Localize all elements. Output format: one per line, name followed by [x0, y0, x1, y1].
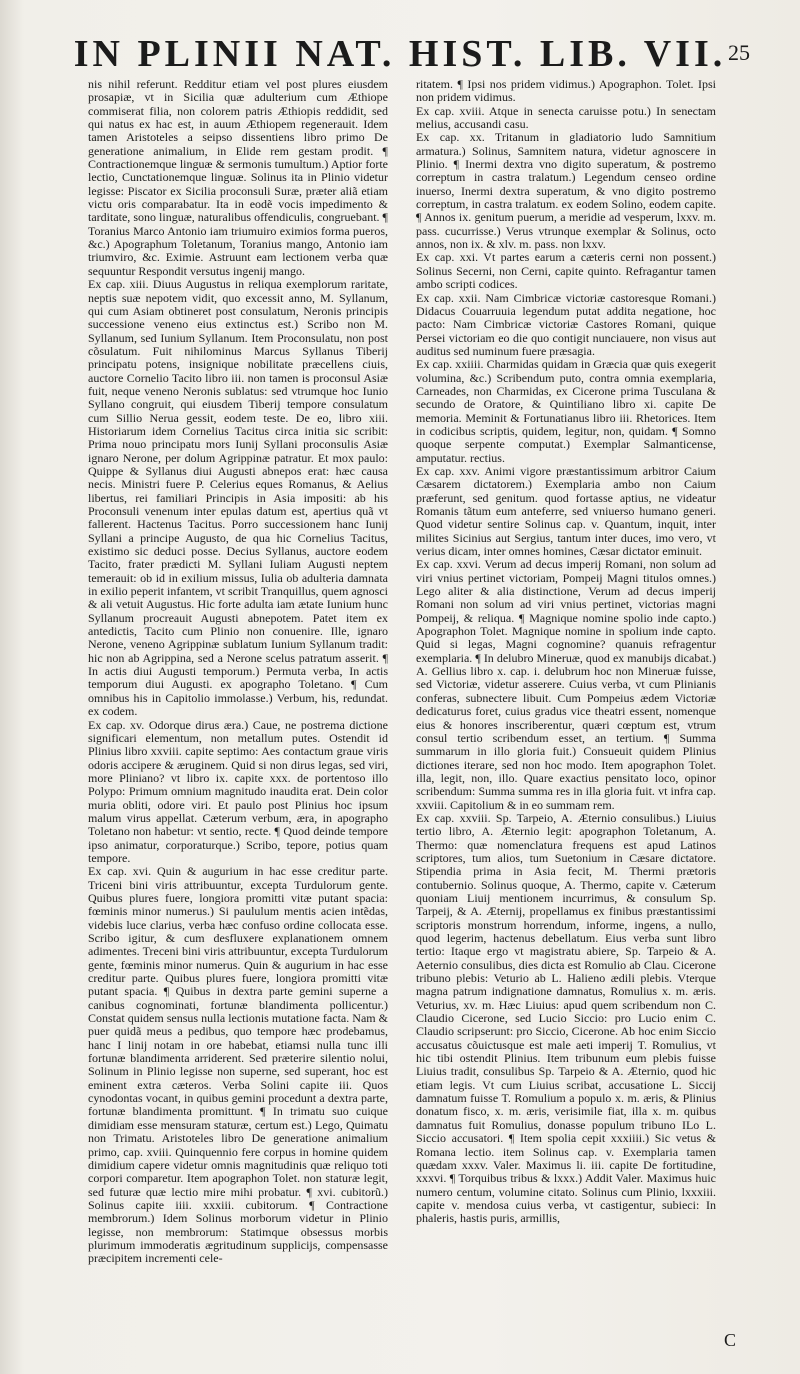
paragraph: Ex cap. xxiiii. Charmidas quidam in Græcia quæ quis exegerit volumina, &c.) Scribendum puto, contra omnia exemplaria, Carneades, non Charmidas, ex Cicerone prima Tusculana & secundo de Oratore, & Quintiliano libro xi. capite De memoria. Meminit & Fortunatianus libro iii. Rhetorices. Item in codicibus scriptis, quidem, legitur, non, quidam. ¶ Somno quoque serpente computat.) Exemplar Salmanticense, amputatur. rectius. [416, 357, 716, 465]
paragraph: Ex cap. xv. Odorque dirus æra.) Caue, ne postrema dictione significari elementum, non metallum putes. Ostendit id Plinius libro xxviii. capite septimo: Aes contactum graue viris odoris accipere & æruginem. Quid si non dirus legas, sed viri, more Pliniano? vt libro ix. capite xxx. de portentoso illo Polypo: Primum omnium magnitudo inaudita erat. Dein color muria obliti, odore viri. Et paulo post Plinius hoc ipsum malum virus appellat. Cæterum verbum, æra, in apographo Toletano non habetur: vt sentio, recte. ¶ Quod deinde tempore ipso animatur, corporaturque.) Scribo, tepore, potius quam tempore. [88, 717, 388, 865]
signature-mark: C [723, 1330, 736, 1350]
paragraph: Ex cap. xvi. Quin & augurium in hac esse creditur parte. Triceni bini viris attribuuntur, excepta Turdulorum gente. Quibus plures fuere, longiora promitti vitæ putant spacia: fœminis minor numerus.) Si paululum mentis acien intẽdas, videbis luce clarius, verba hæc confuso ordine collocata esse. Scribo igitur, & cum desfluxere explanationem omnem adimentes. Treceni bini viris attribuuntur, excepta Turdulorum gente, fœminis minor numerus. Quin & augurium in hac esse creditur parte. Quibus plures fuere, longiora promitti vitæ putant spacia. ¶ Quibus in dextra parte gemini superne a canibus cognominati, fortunæ blandimenta pollicentur.) Constat quidem sensus nulla lectionis mutatione facta. Nam & puer quidã meus a pedibus, quo tempore hæc prodebamus, hanc I linij notam in ore habebat, etiamsi nulla tunc illi fortunæ blandimenta arriderent. Sed præterire silentio nolui, Solinum in Plinio legisse non superne, sed superant, hoc est eminent extra cæteros. Verba Solini capite iii. Quos cynodontas vocant, in quibus gemini procedunt a dextra parte, fortunæ blandimenta promittunt. ¶ In trimatu suo cuique dimidiam esse mensuram staturæ, certum est.) Lego, Quimatu non Trimatu. Aristoteles libro De generatione animalium primo, cap. xviii. Quinquennio fere corpus in homine quidem dimidium capere videtur omnis magnitudinis quæ reliquo toti corpori comparetur. Item apographon Tolet. non staturæ legit, sed futuræ quæ lectio mire mihi probatur. ¶ xvi. cubitorũ.) Solinus capite iiii. xxxiii. cubitorum. ¶ Contractione membrorum.) Idem Solinus morborum videtur in Plinio legisse, non membrorum: Statimque obsessus morbis plurimum immoderatis ægritudinum supplicijs, compensasse præcipitem incrementi cele- [88, 864, 388, 1266]
paragraph: Ex cap. xxvi. Verum ad decus imperij Romani, non solum ad viri vnius pertinet victoriam, Pompeij Magni titulos omnes.) Lego aliter & alia distinctione, Verum ad decus imperij Romani non solum ad viri vnius pertinet, victorias magni Pompeij, & reliqua. ¶ Magnique nomine spolio inde capto.) Apographon Tolet. Magnique nomine in spolium inde capto. Quid si legas, Magni cognomine? quanuis refragentur exemplaria. ¶ In delubro Mineruæ, quod ex manubijs dicabat.) A. Gellius libro x. cap. i. delubrum hoc non Mineruæ fuisse, sed Victoriæ, videtur asserere. Cuius verba, vt cum Plinianis conferas, subnectere libuit. Cum Pompeius ædem Victoriæ dedicaturus foret, cuius gradus vice theatri essent, nomenque eius & honores inscriberentur, quæri cœptum est, vtrum consul tertio scribendum esset, an tertium. ¶ Summa summarum in illo gloria fuit.) Consueuit quidem Plinius dictiones iterare, sed non hoc modo. Item apographon Tolet. illa, legit, non, illo. Quare exactius pensitato loco, opinor scribendum: Summa summa res in illa gloria fuit. vt infra cap. xxviii. Capitolium & in eo summam rem. [416, 557, 716, 812]
page-number: 25 [728, 40, 750, 65]
paragraph: nis nihil referunt. Redditur etiam vel post plures eiusdem prosapiæ, vt in Sicilia quæ adulterium cum Æthiope commiserat filia, non colorem patris Æthiopis reddidit, sed qui natus ex hac est, in auum Æthiopem regenerauit. Idem tamen Aristoteles a seipso dissentiens libro primo De generatione animalium, in Elide rem gestam prodit. ¶ Contractionemque linguæ & sermonis tumultum.) Aptior forte lectio, Cunctationemque linguæ. Solinus ita in Plinio videtur legisse: Piscator ex Sicilia proconsuli Suræ, præter aliã etiam victu oris comparabatur. Ita in eodẽ vocis impedimento & tarditate, sono linguæ, naturalibus offendiculis, congruebant. ¶ Toranius Marco Antonio iam triumuiro eximios forma pueros, &c.) Apographum Toletanum, Toranius mango, Antonio iam triumviro, &c. Eximie. Astruunt eam lectionem verba quæ sequuntur Respondit versutus ingenij mango. [88, 78, 388, 278]
paragraph: Ex cap. xxii. Nam Cimbricæ victoriæ castoresque Romani.) Didacus Couarruuia legendum putat addita negatione, hoc pacto: Nam Cimbricæ victoriæ Castores Romani, quique Persei victoriam eo die quo contigit nunciauere, non visus aut auditus sed numinum fuere præsagia. [416, 290, 716, 358]
paragraph: Ex cap. xviii. Atque in senecta caruisse potu.) In senectam melius, accusandi casu. [416, 103, 716, 132]
left-column [88, 78, 388, 1328]
paragraph: Ex cap. xx. Tritanum in gladiatorio ludo Samnitium armatura.) Solinus, Samnitem natura, videtur agnoscere in Plinio. ¶ Inermi dextra vno digito superatum, & postremo correptum in castra tralatum.) Legendum censeo ordine inuerso, Inermi dextra superatum, & vno digito postremo correptum, in castra tralatum. ex eodem Solino, eodem capite. ¶ Annos ix. genitum puerum, a meridie ad vesperum, lxxv. m. pass. cucurrisse.) Verus vtrunque exemplar & Solinus, octo annos, non ix. & xlv. m. pass. non lxxv. [416, 130, 716, 252]
running-head: IN PLINII NAT. HIST. LIB. VII. [73, 33, 727, 75]
paragraph: Ex cap. xxviii. Sp. Tarpeio, A. Æternio consulibus.) Liuius tertio libro, A. Æternio legit: apographon Toletanum, A. Thermo: quæ nomenclatura frequens est apud Latinos scriptores, tum alios, tum Suetonium in Cæsare dictatore. Stipendia prima in Asia fecit, M. Thermi prætoris contubernio. Solinus quoque, A. Thermo, capite v. Cæterum quoniam Liuij mentionem incurrimus, & consulum Sp. Tarpeij, & A. Æternij, propellamus ex finibus præstantissimi scriptoris monstrum horrendum, informe, ingens, a nullo, quod legerim, hactenus debellatum. Eius verba sunt libro tertio: Itaque ergo vt magistratu abiere, Sp. Tarpeio & A. Aeternio consulibus, dies dicta est Romulio ab Clau. Cicerone tribuno plebis: Veturio ab L. Halieno ædili plebis. Vterque magna patrum indignatione damnatus, Romulius x. m. æris. Veturius, xv. m. Hæc Liuius: apud quem scribendum non C. Claudio Cicerone, sed Lucio Siccio: pro Lucio enim C. Claudio scripserunt: pro Siccio, Cicerone. Ab hoc enim Siccio accusatus cõuictusque est male aeti imperij T. Romulius, vt hic tibi ostendit Plinius. Item tribunum eum plebis fuisse Liuius tradit, consulibus Sp. Tarpeio & A. Æternio, quod hic etiam legis. Vt cum Liuius scribat, accusatione L. Siccij damnatum fuisse T. Romulium a populo x. m. æris, & Plinius donatum fisco, x. m. æris, verisimile fiat, illa x. m. quibus damnatus fuit Romulius, donasse populum tribuno ILo L. Siccio accusatori. ¶ Item spolia cepit xxxiiii.) Sic vetus & Romana lectio. item Solinus cap. v. Exemplaria tamen quædam xxxv. Valer. Maximus li. iii. capite De fortitudine, xxxvi. ¶ Torquibus tribus & lxxx.) Addit Valer. Maximus huic numero centum, volumine citato. Solinus cum Plinio, lxxxiii. capite v. mendosa cuius verba, vt castigentur, subieci: In phaleris, hastis puris, armillis, [416, 810, 716, 1226]
paragraph: Ex cap. xiii. Diuus Augustus in reliqua exemplorum raritate, neptis suæ nepotem vidit, quo excessit anno, M. Syllanum, qui cum Asiam obtineret post consulatum, Neronis principis successione veneno eius extinctus est.) Scribo non M. Syllanum, sed Iunium Syllanum. Item Proconsulatu, non post cõsulatum. Fuit nihilominus Marcus Syllanus Tiberij principatu potens, insignique nobilitate præcellens ciuis, auctore Cornelio Tacito libro iii. non tamen is proconsul Asiæ fuit, neque veneno Neronis sublatus: sed vtrumque hoc Iunio Syllano congruit, qui eiusdem Tiberij tempore consulatum cum Sillio Nerua gessit, eodem teste. De eo, libro xiii. Historiarum idem Cornelius Tacitus circa initia sic scribit: Prima nouo principatu mors Iunij Syllani proconsulis Asiæ ignaro Nerone, per dolum Agrippinæ patratur. Et mox paulo: Quippe & Syllanus diui Augusti abnepos erat: hæc causa necis. Ministri fuere P. Celerius eques Romanus, & Aelius libertus, rei familiari Principis in Asia impositi: ab his Proconsuli venenum inter epulas datum est, apertius quã vt fallerent. Hactenus Tacitus. Porro successionem hanc Iunij Syllani a principe Augusto, de qua hic Cornelius Tacitus, existimo sic deduci posse. Decius Syllanus, auctore eodem Tacito, frater prædicti M. Syllani Iuliam Augusti neptem temerauit: ob id in exilium missus, Iulia ob adulteria damnata in exilio peperit infantem, vt scribit Tranquillus, quem agnosci & ali vetuit Augustus. Hic forte adulta iam ætate Iunium hunc Syllanum procreauit Augusti abnepotem. Patet item ex antedictis, Tacito cum Plinio non conuenire. Ille, ignaro Nerone, veneno Agrippinæ sublatum Iunium Syllanum tradit: hic non ab Agrippina, sed a Nerone scelus patratum asserit. ¶ In actis diui Augusti temporum.) Permuta verba, In actis temporum diui Augusti. ex apographo Toletano. ¶ Cum omnibus his in Capitolio immolasse.) Verbum, his, redundat. ex codem. [88, 277, 388, 719]
paragraph: Ex cap. xxi. Vt partes earum a cæteris cerni non possent.) Solinus Secerni, non Cerni, capite quinto. Refragantur tamen ambo scripti codices. [416, 250, 716, 292]
paragraph: ritatem. ¶ Ipsi nos pridem vidimus.) Apographon. Tolet. Ipsi non pridem vidimus. [416, 78, 716, 105]
paragraph: Ex cap. xxv. Animi vigore præstantissimum arbitror Caium Cæsarem dictatorem.) Exemplaria ambo non Caium præferunt, sed genitum. quod fortasse aptius, ne videatur Romanis tãtum eum anteferre, sed vniuerso humano generi. Quod videtur sentire Solinus cap. v. Quantum, inquit, inter milites Sicinius aut Sergius, tantum inter duces, imo vero, vt verius dicam, inter omnes homines, Cæsar dictator eminuit. [416, 463, 716, 559]
right-column [416, 78, 716, 1328]
